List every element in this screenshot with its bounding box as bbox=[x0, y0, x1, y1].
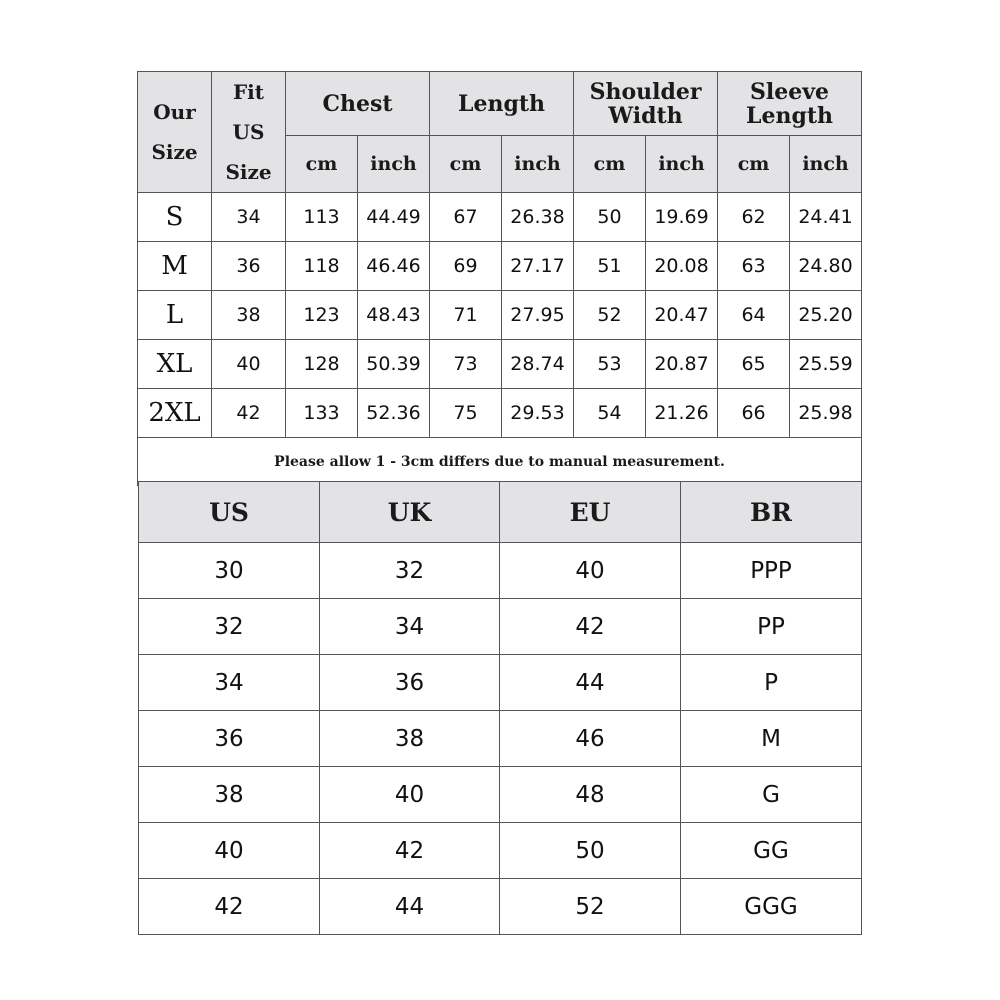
size-label: XL bbox=[138, 340, 212, 389]
chest-cm: 123 bbox=[286, 291, 358, 340]
us-value: 40 bbox=[139, 823, 320, 879]
us-size: 40 bbox=[212, 340, 286, 389]
shoulder-cm: 52 bbox=[574, 291, 646, 340]
shoulder-inch: 20.47 bbox=[646, 291, 718, 340]
sleeve-cm: 63 bbox=[718, 242, 790, 291]
table-row bbox=[139, 655, 862, 711]
us-size: 36 bbox=[212, 242, 286, 291]
sleeve-inch: 24.80 bbox=[790, 242, 862, 291]
unit-length-inch: inch bbox=[502, 136, 574, 193]
shoulder-inch: 20.08 bbox=[646, 242, 718, 291]
header-our-size: Our Size bbox=[138, 72, 212, 193]
chest-cm: 133 bbox=[286, 389, 358, 438]
table-row bbox=[139, 599, 862, 655]
length-cm: 69 bbox=[430, 242, 502, 291]
us-value: 34 bbox=[139, 655, 320, 711]
br-value: GGG bbox=[681, 879, 862, 935]
us-size: 38 bbox=[212, 291, 286, 340]
chest-cm: 128 bbox=[286, 340, 358, 389]
header-shoulder-width: Shoulder Width bbox=[574, 72, 718, 136]
table-row bbox=[139, 711, 862, 767]
us-size: 34 bbox=[212, 193, 286, 242]
sleeve-inch: 25.98 bbox=[790, 389, 862, 438]
length-cm: 73 bbox=[430, 340, 502, 389]
eu-value: 44 bbox=[500, 655, 681, 711]
eu-value: 40 bbox=[500, 543, 681, 599]
table-row bbox=[138, 389, 862, 438]
header-sleeve-length: Sleeve Length bbox=[718, 72, 862, 136]
shoulder-cm: 50 bbox=[574, 193, 646, 242]
size-label: L bbox=[138, 291, 212, 340]
eu-value: 46 bbox=[500, 711, 681, 767]
shoulder-inch: 20.87 bbox=[646, 340, 718, 389]
table-row bbox=[139, 823, 862, 879]
size-chart-table bbox=[137, 71, 862, 486]
sleeve-inch: 25.20 bbox=[790, 291, 862, 340]
unit-sleeve-inch: inch bbox=[790, 136, 862, 193]
uk-value: 32 bbox=[320, 543, 500, 599]
size-conversion-table bbox=[138, 481, 862, 935]
uk-value: 34 bbox=[320, 599, 500, 655]
br-value: GG bbox=[681, 823, 862, 879]
chest-cm: 118 bbox=[286, 242, 358, 291]
table-row bbox=[139, 879, 862, 935]
sleeve-cm: 64 bbox=[718, 291, 790, 340]
table-row bbox=[138, 193, 862, 242]
header-chest: Chest bbox=[286, 72, 430, 136]
br-value: G bbox=[681, 767, 862, 823]
length-inch: 28.74 bbox=[502, 340, 574, 389]
unit-length-cm: cm bbox=[430, 136, 502, 193]
chest-inch: 50.39 bbox=[358, 340, 430, 389]
chest-cm: 113 bbox=[286, 193, 358, 242]
unit-shoulder-inch: inch bbox=[646, 136, 718, 193]
sleeve-cm: 66 bbox=[718, 389, 790, 438]
shoulder-cm: 54 bbox=[574, 389, 646, 438]
table-row bbox=[138, 291, 862, 340]
measurement-note: Please allow 1 - 3cm differs due to manual measurement. bbox=[138, 438, 862, 486]
us-value: 42 bbox=[139, 879, 320, 935]
us-value: 32 bbox=[139, 599, 320, 655]
eu-value: 52 bbox=[500, 879, 681, 935]
br-value: PPP bbox=[681, 543, 862, 599]
length-cm: 71 bbox=[430, 291, 502, 340]
sleeve-cm: 62 bbox=[718, 193, 790, 242]
br-value: P bbox=[681, 655, 862, 711]
table-row bbox=[138, 340, 862, 389]
chest-inch: 46.46 bbox=[358, 242, 430, 291]
uk-value: 40 bbox=[320, 767, 500, 823]
size-label: 2XL bbox=[138, 389, 212, 438]
us-value: 36 bbox=[139, 711, 320, 767]
length-cm: 67 bbox=[430, 193, 502, 242]
eu-value: 42 bbox=[500, 599, 681, 655]
length-inch: 29.53 bbox=[502, 389, 574, 438]
unit-shoulder-cm: cm bbox=[574, 136, 646, 193]
header-us: US bbox=[139, 482, 320, 543]
length-inch: 26.38 bbox=[502, 193, 574, 242]
unit-sleeve-cm: cm bbox=[718, 136, 790, 193]
uk-value: 36 bbox=[320, 655, 500, 711]
br-value: M bbox=[681, 711, 862, 767]
shoulder-cm: 53 bbox=[574, 340, 646, 389]
table-row bbox=[139, 543, 862, 599]
shoulder-inch: 21.26 bbox=[646, 389, 718, 438]
size-label: M bbox=[138, 242, 212, 291]
us-value: 38 bbox=[139, 767, 320, 823]
chest-inch: 44.49 bbox=[358, 193, 430, 242]
uk-value: 44 bbox=[320, 879, 500, 935]
us-size: 42 bbox=[212, 389, 286, 438]
sleeve-inch: 24.41 bbox=[790, 193, 862, 242]
size-label: S bbox=[138, 193, 212, 242]
chest-inch: 48.43 bbox=[358, 291, 430, 340]
header-fit-us-size: Fit US Size bbox=[212, 72, 286, 193]
us-value: 30 bbox=[139, 543, 320, 599]
uk-value: 42 bbox=[320, 823, 500, 879]
eu-value: 50 bbox=[500, 823, 681, 879]
sleeve-inch: 25.59 bbox=[790, 340, 862, 389]
shoulder-cm: 51 bbox=[574, 242, 646, 291]
shoulder-inch: 19.69 bbox=[646, 193, 718, 242]
br-value: PP bbox=[681, 599, 862, 655]
unit-chest-cm: cm bbox=[286, 136, 358, 193]
uk-value: 38 bbox=[320, 711, 500, 767]
header-length: Length bbox=[430, 72, 574, 136]
header-br: BR bbox=[681, 482, 862, 543]
length-inch: 27.95 bbox=[502, 291, 574, 340]
header-eu: EU bbox=[500, 482, 681, 543]
unit-chest-inch: inch bbox=[358, 136, 430, 193]
table-row bbox=[138, 242, 862, 291]
eu-value: 48 bbox=[500, 767, 681, 823]
sleeve-cm: 65 bbox=[718, 340, 790, 389]
table-row bbox=[139, 767, 862, 823]
length-inch: 27.17 bbox=[502, 242, 574, 291]
chest-inch: 52.36 bbox=[358, 389, 430, 438]
length-cm: 75 bbox=[430, 389, 502, 438]
header-uk: UK bbox=[320, 482, 500, 543]
